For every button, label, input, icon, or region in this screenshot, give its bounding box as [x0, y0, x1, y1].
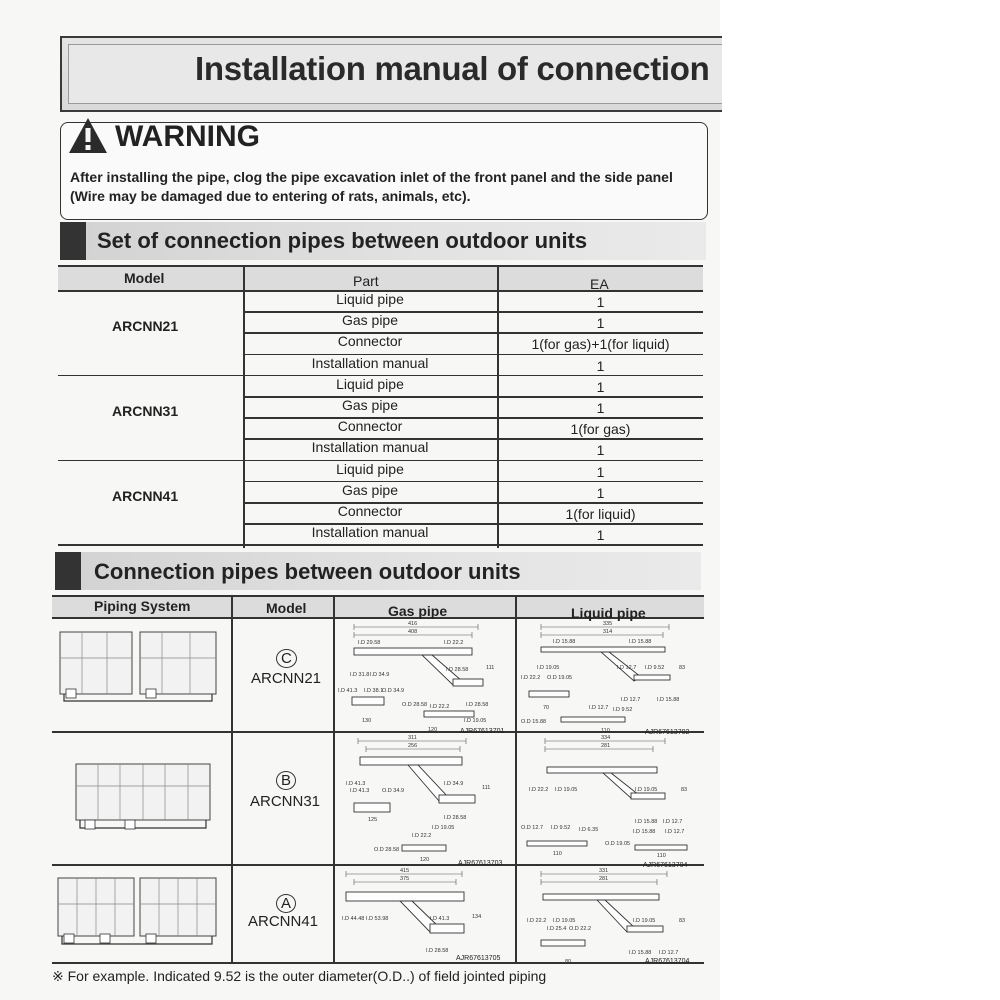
model-arcnn31: ARCNN31 [250, 793, 321, 810]
dimension-label: I.D 9.52 [645, 665, 665, 671]
part-cell: Liquid pipe [336, 375, 404, 392]
part-cell: Gas pipe [341, 481, 399, 498]
pipe-segment [627, 926, 663, 932]
dimension-label: 80 [565, 959, 572, 965]
footnote: ※ For example. Indicated 9.52 is the outer diameter(O.D..) of field jointed piping [52, 968, 547, 984]
gas-pipe-drawing-arcnn41 [336, 866, 514, 962]
dimension-label: I.D 12.7 [665, 829, 685, 835]
dimension-label: O.D 15.88 [521, 719, 547, 725]
dimension-label: O.D 28.58 [374, 847, 400, 853]
dimension-label: I.D 28.58 [466, 702, 489, 708]
liquid-pipe-drawing-arcnn31 [517, 733, 701, 869]
dimension-label: 120 [428, 727, 438, 733]
dimension-label: I.D 12.7 [659, 950, 679, 956]
dimension-label: I.D 22.2 [529, 787, 549, 793]
dimension-label: 331 [599, 868, 609, 874]
dimension-label: I.D 53.98 [366, 916, 389, 922]
dimension-label: 314 [603, 629, 613, 635]
gas-pipe-drawing-arcnn21 [336, 619, 514, 735]
pipe-segment [635, 845, 687, 850]
dimension-label: 110 [657, 853, 666, 859]
header-model-2: Model [266, 600, 307, 616]
ea-cell: 1 [596, 357, 605, 374]
dimension-label: I.D 19.05 [553, 918, 576, 924]
dimension-label: 311 [408, 735, 417, 741]
dimension-label: O.D 12.7 [521, 825, 544, 831]
dimension-label: 256 [408, 743, 418, 749]
part-cell: Gas pipe [341, 312, 399, 329]
dimension-label: 335 [603, 621, 613, 627]
dimension-label: 281 [599, 876, 609, 882]
model-arcnn41: ARCNN41 [248, 913, 319, 930]
dimension-label: O.D 34.9 [382, 788, 405, 794]
dimension-label: I.D 15.88 [635, 819, 658, 825]
part-code: AJR67613703 [458, 860, 503, 867]
dimension-label: 415 [400, 868, 410, 874]
dimension-label: 110 [601, 728, 610, 734]
piping-system-b-drawing [52, 734, 230, 862]
dimension-label: I.D 19.05 [537, 665, 560, 671]
model-letter-c: C [276, 650, 297, 667]
dimension-label: I.D 19.05 [432, 825, 455, 831]
dimension-label: O.D 22.2 [569, 926, 592, 932]
header-liquid-pipe: Liquid pipe [571, 605, 646, 621]
pipe-segment [439, 795, 475, 803]
dimension-label: 134 [472, 914, 482, 920]
pipe-segment [360, 757, 462, 765]
dimension-label: 334 [601, 735, 611, 741]
dimension-label: I.D 25.4 [547, 926, 567, 932]
dimension-label: I.D 22.2 [430, 704, 450, 710]
model-arcnn41: ARCNN41 [112, 487, 179, 504]
warning-line-2: (Wire may be damaged due to entering of rats, animals, etc). [70, 188, 471, 204]
part-code: AJR67613705 [456, 955, 501, 962]
dimension-label: I.D 22.2 [521, 675, 541, 681]
dimension-label: 83 [679, 665, 686, 671]
pipe-segment [402, 845, 446, 851]
model-arcnn31: ARCNN31 [112, 402, 179, 419]
dimension-label: O.D 34.9 [382, 688, 405, 694]
dimension-label: I.D 12.7 [589, 705, 609, 711]
dimension-label: O.D 19.05 [547, 675, 573, 681]
dimension-label: 125 [368, 817, 378, 823]
ea-cell: 1 [596, 442, 605, 459]
dimension-label: I.D 34.9 [444, 781, 464, 787]
warning-line-1: After installing the pipe, clog the pipe excavation inlet of the front panel and the side panel [70, 169, 673, 185]
section-2-title: Connection pipes between outdoor units [94, 559, 521, 584]
ea-cell: 1 [596, 294, 605, 310]
dimension-label: I.D 19.05 [555, 787, 578, 793]
pipe-segment [354, 648, 472, 655]
part-code: AJR67613704 [645, 958, 690, 965]
dimension-label: I.D 15.88 [629, 950, 652, 956]
model-letter-a: A [276, 895, 296, 912]
part-cell: Installation manual [311, 439, 429, 456]
dimension-label: I.D 28.58 [444, 815, 467, 821]
dimension-label: 416 [408, 621, 418, 627]
dimension-label: I.D 44.48 [342, 916, 365, 922]
model-arcnn21: ARCNN21 [112, 318, 179, 334]
dimension-label: I.D 34.9 [370, 672, 390, 678]
ea-cell: 1 [596, 315, 605, 332]
pipe-segment [561, 717, 625, 722]
part-cell: Connector [337, 333, 403, 350]
pipe-segment [631, 793, 665, 799]
warning-text [70, 168, 700, 206]
pipe-segment [424, 711, 474, 717]
piping-system-a-drawing [52, 866, 230, 962]
dimension-label: 83 [679, 918, 686, 924]
dimension-label: I.D 19.05 [635, 787, 658, 793]
part-code: AJR67613702 [645, 729, 690, 736]
liquid-pipe-drawing-arcnn41 [517, 866, 701, 965]
part-cell: Gas pipe [341, 397, 399, 413]
part-cell: Connector [337, 503, 403, 519]
dimension-label: I.D 15.88 [633, 829, 656, 835]
model-letter-b: B [276, 772, 296, 789]
dimension-label: I.D 41.3 [338, 688, 358, 694]
pipe-segment [543, 894, 659, 900]
dimension-label: I.D 12.7 [617, 665, 637, 671]
pipe-segment [430, 924, 464, 933]
dimension-label: I.D 41.3 [430, 916, 450, 922]
ea-cell: 1 [596, 484, 605, 501]
dimension-label: I.D 41.3 [350, 788, 370, 794]
dimension-label: 111 [482, 785, 491, 791]
dimension-label: I.D 15.88 [629, 639, 652, 645]
dimension-label: I.D 9.52 [551, 825, 571, 831]
dimension-label: I.D 12.7 [621, 697, 641, 703]
dimension-label: 83 [681, 787, 688, 793]
dimension-label: I.D 38.1 [364, 688, 384, 694]
liquid-pipe-drawing-arcnn21 [517, 619, 701, 736]
ea-cell: 1(for liquid) [565, 506, 636, 522]
dimension-label: I.D 22.2 [412, 833, 432, 839]
page-title: Installation manual of connection [195, 50, 710, 87]
warning-triangle-icon [68, 116, 108, 156]
part-cell: Liquid pipe [336, 460, 404, 477]
part-cell: Liquid pipe [336, 291, 404, 307]
ea-cell: 1 [596, 527, 605, 544]
pipe-segment [541, 647, 665, 652]
pipe-segment [547, 767, 657, 773]
piping-system-c-drawing [52, 618, 230, 730]
dimension-label: I.D 15.88 [657, 697, 680, 703]
dimension-label: 111 [486, 665, 495, 671]
pipe-segment [529, 691, 569, 697]
dimension-label: 130 [362, 718, 372, 724]
section-1-title: Set of connection pipes between outdoor units [97, 228, 588, 253]
ea-cell: 1(for gas) [570, 421, 631, 438]
ea-cell: 1(for gas)+1(for liquid) [531, 336, 670, 353]
pipe-segment [541, 940, 585, 946]
ea-cell: 1 [596, 378, 605, 395]
header-part: Part [353, 273, 379, 289]
dimension-label: I.D 28.58 [426, 948, 449, 954]
dimension-label: O.D 19.05 [605, 841, 631, 847]
pipe-segment [346, 892, 464, 901]
dimension-label: I.D 15.88 [553, 639, 576, 645]
pipe-segment [352, 697, 384, 705]
header-piping-system: Piping System [94, 598, 191, 614]
dimension-label: I.D 12.7 [663, 819, 683, 825]
part-code: AJR67613701 [460, 728, 505, 735]
dimension-label: I.D 6.35 [579, 827, 599, 833]
part-cell: Installation manual [311, 524, 429, 541]
header-gas-pipe: Gas pipe [388, 603, 448, 619]
dimension-label: I.D 22.2 [527, 918, 547, 924]
ea-cell: 1 [596, 400, 605, 416]
dimension-label: 408 [408, 629, 418, 635]
dimension-label: 120 [420, 857, 430, 863]
part-code: AJR67613704 [643, 862, 688, 869]
dimension-label: 375 [400, 876, 410, 882]
dimension-label: I.D 41.3 [346, 781, 366, 787]
warning-heading: WARNING [115, 120, 260, 153]
header-model: Model [124, 270, 165, 286]
dimension-label: 70 [543, 705, 550, 711]
model-arcnn21: ARCNN21 [251, 670, 322, 687]
dimension-label: 110 [553, 851, 562, 857]
dimension-label: I.D 19.05 [464, 718, 487, 724]
ea-cell: 1 [596, 463, 605, 480]
dimension-label: 281 [601, 743, 611, 749]
pipe-segment [634, 675, 670, 680]
dimension-label: I.D 22.2 [444, 640, 464, 646]
pipe-segment [453, 679, 483, 686]
dimension-label: I.D 28.58 [446, 667, 469, 673]
dimension-label: I.D 29.58 [358, 640, 381, 646]
part-cell: Connector [337, 418, 403, 435]
gas-pipe-drawing-arcnn31 [336, 733, 514, 867]
pipe-segment [354, 803, 390, 812]
part-cell: Installation manual [311, 354, 429, 371]
dimension-label: I.D 19.05 [633, 918, 656, 924]
dimension-label: I.D 31.8 [350, 672, 370, 678]
header-ea: EA [590, 276, 609, 292]
dimension-label: O.D 28.58 [402, 702, 428, 708]
dimension-label: I.D 9.52 [613, 707, 633, 713]
pipe-segment [527, 841, 587, 846]
